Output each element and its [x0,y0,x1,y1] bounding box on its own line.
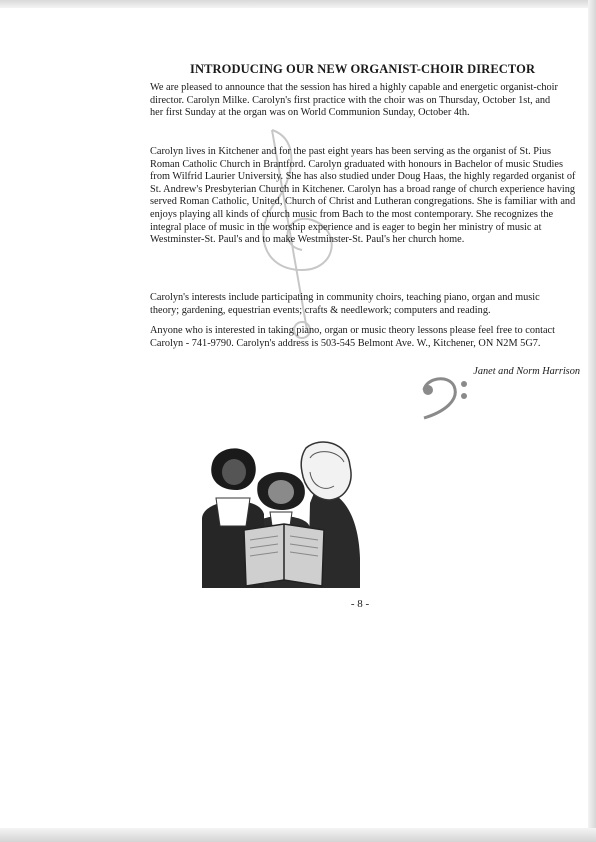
scan-edge-bottom [0,828,596,842]
paragraph-contact: Anyone who is interested in taking piano, organ or music theory lessons please feel free to contact Carolyn - 741-9790. Carolyn's address is 503-545 Belmont Ave. W., Kitchener, ON N2M 5G7. [150,325,555,349]
page-number: - 8 - [350,598,370,610]
bass-clef-icon [418,372,480,420]
choir-singers-illustration [198,428,368,588]
paragraph-interests: Carolyn's interests include participating in community choirs, teaching piano, organ and music theory; gardening, equestrian events; crafts & needlework; computers and reading. [150,292,540,316]
paragraph-background: Carolyn lives in Kitchener and for the past eight years has been serving as the organist of St. Pius Roman Catholic Church in Brantford. Carolyn graduated with honours in Bachelor of music Studies from Wilfrid Laurier University. She has also studied under Doug Haas, the highly regarded organist of St. Andrew's Presbyterian Church in Kitchener. Carolyn has a broad range of church experience having served Roman Catholic, United, Church of Christ and Lutheran congregations. She is familiar with and enjoys playing all kinds of church music from Bach to the most contemporary. She recognizes the integral place of music in the worship experience and is eager to begin her ministry of music at Westminster-St. Paul's and to make Westminster-St. Paul's her church home. [150,146,576,246]
paragraph-announcement: We are pleased to announce that the session has hired a highly capable and energetic organist-choir director. Carolyn Milke. Carolyn's first practice with the choir was on Thursday, October 1st, and her first Sunday at the organ was on World Communion Sunday, October 4th. [150,82,558,119]
scan-edge-top [0,0,596,8]
signature: Janet and Norm Harrison [473,366,580,377]
article-title: INTRODUCING OUR NEW ORGANIST-CHOIR DIRECTOR [190,62,536,76]
scan-edge-right [588,0,596,842]
